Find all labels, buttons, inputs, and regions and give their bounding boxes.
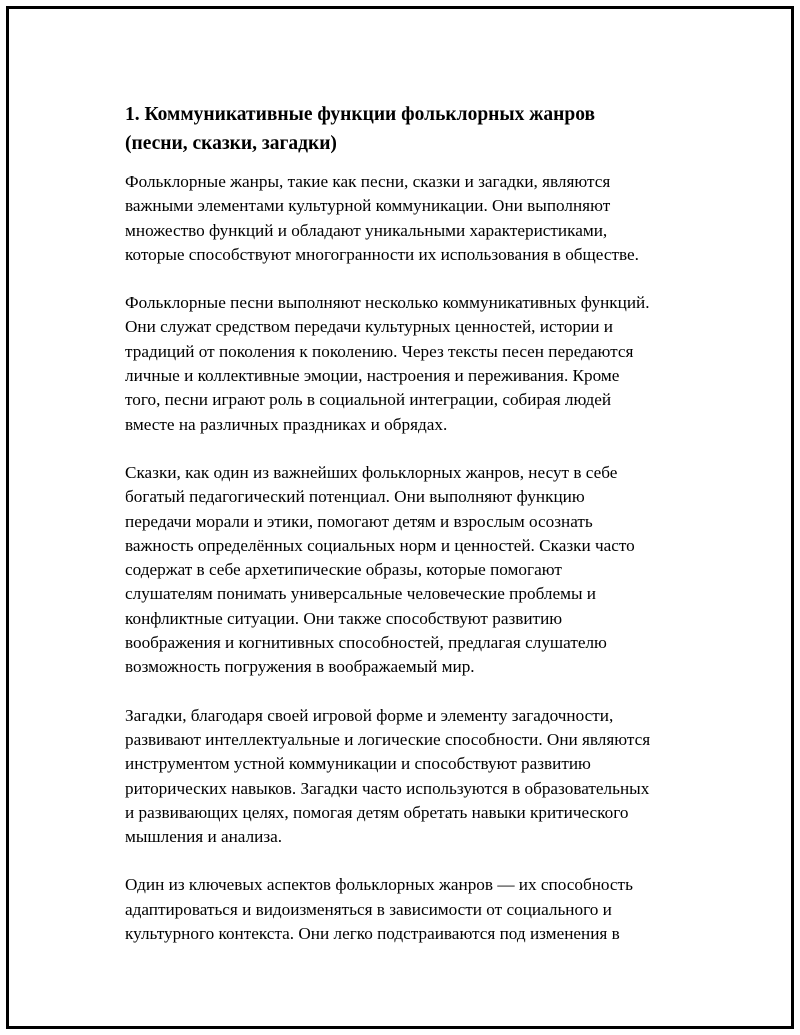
text-line: множество функций и обладают уникальными характеристиками, [125,220,608,240]
text-line: богатый педагогический потенциал. Они выполняют функцию [125,487,585,507]
text-line: возможность погружения в воображаемый мир. [125,657,475,677]
text-line: которые способствуют многогранности их использования в обществе. [125,244,639,264]
text-line: важными элементами культурной коммуникации. Они выполняют [125,196,611,216]
text-line: развивают интеллектуальные и логические способности. Они являются [125,729,651,749]
page-frame [6,6,794,1029]
text-line: Один из ключевых аспектов фольклорных жанров — их способность [125,875,633,895]
text-line: Фольклорные жанры, такие как песни, сказки и загадки, являются [125,172,611,191]
text-line: мышления и анализа. [125,827,283,847]
paragraph-intro [125,170,705,267]
heading-line: 1. Коммуникативные функции фольклорных жанров [125,104,596,125]
text-line: культурного контекста. Они легко подстраиваются под изменения в [125,924,620,944]
text-line: передачи морали и этики, помогают детям и взрослым осознать [125,511,593,531]
text-line: Сказки, как один из важнейших фольклорных жанров, несут в себе [125,462,618,482]
text-line: традиций от поколения к поколению. Через тексты песен передаются [125,341,634,361]
paragraph-songs [125,291,705,437]
text-line: конфликтные ситуации. Они также способствуют развитию [125,608,563,628]
paragraph-adaptation [125,873,705,946]
document-body [125,100,705,970]
text-line: Загадки, благодаря своей игровой форме и элементу загадочности, [125,705,614,725]
text-line: вместе на различных праздниках и обрядах. [125,414,448,434]
paragraph-riddles [125,704,705,850]
heading-line: (песни, сказки, загадки) [125,133,337,154]
text-line: и развивающих целях, помогая детям обретать навыки критического [125,802,629,822]
text-line: личные и коллективные эмоции, настроения и переживания. Кроме [125,366,620,386]
text-line: Фольклорные песни выполняют несколько коммуникативных функций. [125,293,650,313]
text-line: содержат в себе архетипические образы, которые помогают [125,560,562,580]
text-line: слушателям понимать универсальные человеческие проблемы и [125,584,597,604]
text-line: риторических навыков. Загадки часто используются в образовательных [125,778,650,798]
text-line: воображения и когнитивных способностей, предлагая слушателю [125,633,607,653]
text-line: адаптироваться и видоизменяться в зависимости от социального и [125,899,612,919]
text-line: того, песни играют роль в социальной интеграции, собирая людей [125,390,612,410]
paragraph-tales [125,461,705,680]
text-line: Они служат средством передачи культурных ценностей, истории и [125,317,613,337]
text-line: важность определённых социальных норм и ценностей. Сказки часто [125,535,635,555]
text-line: инструментом устной коммуникации и способствуют развитию [125,754,591,774]
section-heading [125,100,705,158]
